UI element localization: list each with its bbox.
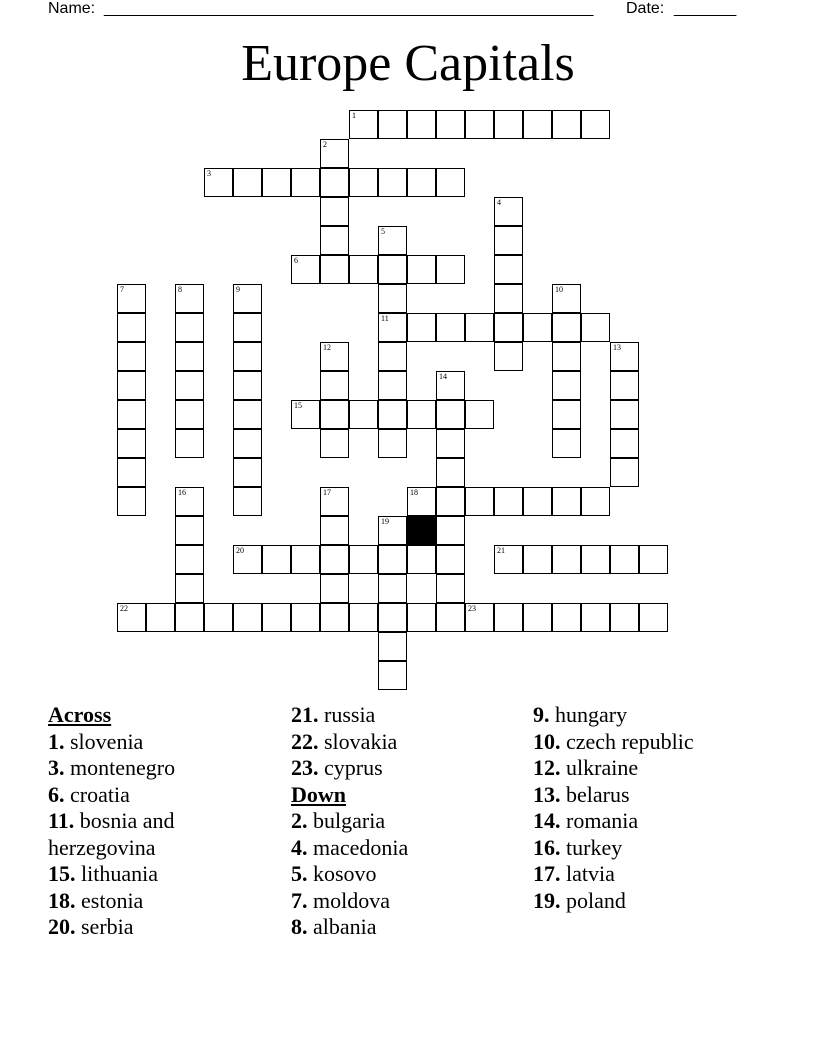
clue-text: bosnia and herzegovina <box>48 808 175 860</box>
grid-cell[interactable] <box>233 168 262 197</box>
name-line[interactable]: _______________________________________________________ <box>104 0 594 17</box>
clue-number-label: 6. <box>48 781 65 807</box>
grid-cell[interactable] <box>407 603 436 632</box>
grid-cell[interactable] <box>465 313 494 342</box>
grid-cell[interactable] <box>523 313 552 342</box>
grid-cell[interactable] <box>320 255 349 284</box>
clue-number: 12 <box>323 343 331 352</box>
clue-number-label: 18. <box>48 887 76 913</box>
clue-number-label: 8. <box>291 914 308 939</box>
clue-text: moldova <box>307 887 390 913</box>
clue-column-3 <box>533 702 793 914</box>
grid-cell[interactable] <box>436 574 465 603</box>
clue-text: croatia <box>64 781 130 807</box>
grid-cell[interactable] <box>262 603 291 632</box>
clue-number: 10 <box>555 285 563 294</box>
clue-item <box>291 835 521 862</box>
grid-cell[interactable] <box>610 342 639 371</box>
clue-item <box>533 782 793 809</box>
clue-text: ulkraine <box>560 755 639 780</box>
grid-cell[interactable] <box>465 400 494 429</box>
clue-item <box>533 702 793 729</box>
grid-cell[interactable] <box>581 110 610 139</box>
grid-cell[interactable] <box>117 342 146 371</box>
grid-cell[interactable] <box>552 342 581 371</box>
grid-cell[interactable] <box>117 284 146 313</box>
grid-cell[interactable] <box>436 110 465 139</box>
grid-cell[interactable] <box>407 400 436 429</box>
clue-text: belarus <box>560 781 630 807</box>
grid-cell[interactable] <box>494 313 523 342</box>
grid-cell[interactable] <box>378 110 407 139</box>
grid-cell[interactable] <box>610 545 639 574</box>
clue-number: 7 <box>120 285 124 294</box>
grid-cell[interactable] <box>494 226 523 255</box>
clue-number-label: 12. <box>533 755 561 780</box>
clue-item <box>48 914 278 941</box>
grid-cell[interactable] <box>407 110 436 139</box>
clue-item <box>291 729 521 756</box>
grid-cell[interactable] <box>378 632 407 661</box>
grid-cell[interactable] <box>291 603 320 632</box>
grid-cell[interactable] <box>291 400 320 429</box>
grid-cell[interactable] <box>407 168 436 197</box>
clue-number-label: 19. <box>533 887 561 913</box>
grid-cell[interactable] <box>349 400 378 429</box>
grid-cell[interactable] <box>407 545 436 574</box>
clue-number-label: 1. <box>48 728 65 754</box>
clue-number-label: 15. <box>48 861 76 886</box>
grid-cell[interactable] <box>494 255 523 284</box>
grid-cell[interactable] <box>320 516 349 545</box>
black-cell <box>407 516 436 545</box>
across-heading: Across <box>48 702 112 727</box>
clue-item <box>291 808 521 835</box>
grid-cell[interactable] <box>378 284 407 313</box>
clue-number-label: 11. <box>48 808 75 833</box>
grid-cell[interactable] <box>320 197 349 226</box>
grid-cell[interactable] <box>349 168 378 197</box>
grid-cell[interactable] <box>117 313 146 342</box>
clue-number: 3 <box>207 169 211 178</box>
grid-cell[interactable] <box>378 661 407 690</box>
clue-text: slovenia <box>64 728 144 754</box>
clue-number: 18 <box>410 488 418 497</box>
grid-cell[interactable] <box>378 574 407 603</box>
clue-number: 23 <box>468 604 476 613</box>
grid-cell[interactable] <box>581 545 610 574</box>
clue-number: 15 <box>294 401 302 410</box>
clue-text: romania <box>560 808 639 833</box>
grid-cell[interactable] <box>436 371 465 400</box>
clue-text: albania <box>307 914 377 939</box>
clue-number-label: 17. <box>533 861 561 886</box>
clue-item <box>48 782 278 809</box>
grid-cell[interactable] <box>494 545 523 574</box>
grid-cell[interactable] <box>349 110 378 139</box>
grid-cell[interactable] <box>436 516 465 545</box>
grid-cell[interactable] <box>494 487 523 516</box>
clue-item <box>48 729 278 756</box>
clue-number: 2 <box>323 140 327 149</box>
grid-cell[interactable] <box>552 603 581 632</box>
grid-cell[interactable] <box>552 110 581 139</box>
grid-cell[interactable] <box>320 168 349 197</box>
clue-number-label: 2. <box>291 808 308 833</box>
grid-cell[interactable] <box>117 371 146 400</box>
grid-cell[interactable] <box>552 400 581 429</box>
grid-cell[interactable] <box>233 400 262 429</box>
grid-cell[interactable] <box>320 574 349 603</box>
grid-cell[interactable] <box>378 400 407 429</box>
grid-cell[interactable] <box>494 603 523 632</box>
clue-number: 11 <box>381 314 389 323</box>
grid-cell[interactable] <box>436 168 465 197</box>
grid-cell[interactable] <box>378 342 407 371</box>
clue-number-label: 20. <box>48 914 76 939</box>
clue-item <box>48 861 278 888</box>
grid-cell[interactable] <box>233 342 262 371</box>
grid-cell[interactable] <box>233 371 262 400</box>
grid-cell[interactable] <box>407 487 436 516</box>
grid-cell[interactable] <box>175 487 204 516</box>
date-line[interactable]: _______ <box>674 0 737 17</box>
grid-cell[interactable] <box>117 400 146 429</box>
grid-cell[interactable] <box>494 110 523 139</box>
date-label: Date: <box>626 0 665 17</box>
grid-cell[interactable] <box>494 342 523 371</box>
grid-cell[interactable] <box>610 371 639 400</box>
grid-cell[interactable] <box>320 371 349 400</box>
clue-text: lithuania <box>75 861 158 886</box>
clue-item <box>533 808 793 835</box>
grid-cell[interactable] <box>320 342 349 371</box>
grid-cell[interactable] <box>552 284 581 313</box>
clue-text: montenegro <box>64 755 176 780</box>
clue-number: 6 <box>294 256 298 265</box>
clue-item <box>48 888 278 915</box>
grid-cell[interactable] <box>233 487 262 516</box>
clue-number: 20 <box>236 546 244 555</box>
grid-cell[interactable] <box>639 545 668 574</box>
grid-cell[interactable] <box>320 226 349 255</box>
grid-cell[interactable] <box>552 429 581 458</box>
clue-text: russia <box>318 702 376 727</box>
grid-cell[interactable] <box>117 487 146 516</box>
grid-cell[interactable] <box>117 603 146 632</box>
grid-cell[interactable] <box>494 284 523 313</box>
grid-cell[interactable] <box>233 603 262 632</box>
clue-item <box>291 702 521 729</box>
clue-column-2 <box>291 702 521 941</box>
name-label: Name: <box>48 0 96 17</box>
grid-cell[interactable] <box>378 429 407 458</box>
grid-cell[interactable] <box>175 400 204 429</box>
grid-cell[interactable] <box>436 545 465 574</box>
grid-cell[interactable] <box>610 603 639 632</box>
grid-cell[interactable] <box>349 545 378 574</box>
grid-cell[interactable] <box>175 545 204 574</box>
clue-number-label: 9. <box>533 702 550 727</box>
clue-text: czech republic <box>560 728 694 754</box>
clue-number-label: 14. <box>533 808 561 833</box>
grid-cell[interactable] <box>581 487 610 516</box>
clue-number-label: 16. <box>533 834 561 860</box>
clue-text: estonia <box>75 887 144 913</box>
clue-number-label: 7. <box>291 887 308 913</box>
grid-cell[interactable] <box>320 400 349 429</box>
clue-item <box>533 861 793 888</box>
grid-cell[interactable] <box>436 313 465 342</box>
clue-number: 1 <box>352 111 356 120</box>
clue-item <box>291 914 521 941</box>
grid-cell[interactable] <box>175 284 204 313</box>
clue-number: 9 <box>236 285 240 294</box>
grid-cell[interactable] <box>320 603 349 632</box>
grid-cell[interactable] <box>494 197 523 226</box>
grid-cell[interactable] <box>581 603 610 632</box>
grid-cell[interactable] <box>436 400 465 429</box>
clue-text: serbia <box>75 914 134 939</box>
grid-cell[interactable] <box>523 110 552 139</box>
grid-cell[interactable] <box>233 458 262 487</box>
grid-cell[interactable] <box>320 545 349 574</box>
clue-text: slovakia <box>318 728 398 754</box>
clue-number-label: 5. <box>291 861 308 886</box>
grid-cell[interactable] <box>291 255 320 284</box>
grid-cell[interactable] <box>175 603 204 632</box>
grid-cell[interactable] <box>175 429 204 458</box>
grid-cell[interactable] <box>610 400 639 429</box>
clue-number-label: 22. <box>291 728 319 754</box>
grid-cell[interactable] <box>233 429 262 458</box>
grid-cell[interactable] <box>175 574 204 603</box>
grid-cell[interactable] <box>436 487 465 516</box>
clue-text: latvia <box>560 861 615 886</box>
grid-cell[interactable] <box>523 545 552 574</box>
grid-cell[interactable] <box>552 371 581 400</box>
clue-number: 14 <box>439 372 447 381</box>
grid-cell[interactable] <box>378 226 407 255</box>
grid-cell[interactable] <box>581 313 610 342</box>
clue-item <box>48 808 278 861</box>
grid-cell[interactable] <box>465 487 494 516</box>
grid-cell[interactable] <box>117 458 146 487</box>
grid-cell[interactable] <box>349 255 378 284</box>
grid-cell[interactable] <box>378 313 407 342</box>
clue-item <box>291 755 521 782</box>
grid-cell[interactable] <box>552 313 581 342</box>
grid-cell[interactable] <box>117 429 146 458</box>
clue-number: 13 <box>613 343 621 352</box>
clue-text: bulgaria <box>307 808 386 833</box>
grid-cell[interactable] <box>378 371 407 400</box>
clue-number: 5 <box>381 227 385 236</box>
grid-cell[interactable] <box>552 545 581 574</box>
grid-cell[interactable] <box>436 255 465 284</box>
clue-text: turkey <box>560 834 623 860</box>
clue-number: 21 <box>497 546 505 555</box>
grid-cell[interactable] <box>175 342 204 371</box>
clue-item <box>48 755 278 782</box>
grid-cell[interactable] <box>465 110 494 139</box>
clue-number: 16 <box>178 488 186 497</box>
clue-number: 8 <box>178 285 182 294</box>
grid-cell[interactable] <box>233 284 262 313</box>
grid-cell[interactable] <box>320 487 349 516</box>
clue-number-label: 21. <box>291 702 319 727</box>
grid-cell[interactable] <box>639 603 668 632</box>
grid-cell[interactable] <box>523 487 552 516</box>
clue-item <box>533 755 793 782</box>
clue-text: macedonia <box>307 834 409 860</box>
grid-cell[interactable] <box>233 313 262 342</box>
clue-number: 19 <box>381 517 389 526</box>
grid-cell[interactable] <box>175 371 204 400</box>
grid-cell[interactable] <box>378 545 407 574</box>
clue-number: 4 <box>497 198 501 207</box>
grid-cell[interactable] <box>291 545 320 574</box>
clue-item <box>533 729 793 756</box>
grid-cell[interactable] <box>378 603 407 632</box>
clue-text: hungary <box>549 702 628 727</box>
grid-cell[interactable] <box>233 545 262 574</box>
grid-cell[interactable] <box>204 603 233 632</box>
grid-cell[interactable] <box>320 139 349 168</box>
grid-cell[interactable] <box>407 255 436 284</box>
grid-cell[interactable] <box>378 168 407 197</box>
clue-number: 17 <box>323 488 331 497</box>
grid-cell[interactable] <box>175 313 204 342</box>
clue-number-label: 4. <box>291 834 308 860</box>
grid-cell[interactable] <box>610 458 639 487</box>
grid-cell[interactable] <box>349 603 378 632</box>
clue-number-label: 3. <box>48 755 65 780</box>
grid-cell[interactable] <box>407 313 436 342</box>
grid-cell[interactable] <box>146 603 175 632</box>
grid-cell[interactable] <box>378 516 407 545</box>
grid-cell[interactable] <box>262 545 291 574</box>
grid-cell[interactable] <box>436 603 465 632</box>
grid-cell[interactable] <box>436 458 465 487</box>
clue-number: 22 <box>120 604 128 613</box>
grid-cell[interactable] <box>436 429 465 458</box>
grid-cell[interactable] <box>262 168 291 197</box>
grid-cell[interactable] <box>320 429 349 458</box>
clue-text: kosovo <box>307 861 377 886</box>
grid-cell[interactable] <box>465 603 494 632</box>
grid-cell[interactable] <box>523 603 552 632</box>
clue-item <box>533 888 793 915</box>
clue-number-label: 13. <box>533 781 561 807</box>
grid-cell[interactable] <box>610 429 639 458</box>
clue-text: poland <box>560 887 626 913</box>
clue-number-label: 23. <box>291 755 319 780</box>
clue-item <box>533 835 793 862</box>
grid-cell[interactable] <box>175 516 204 545</box>
page-title: Europe Capitals <box>241 35 575 92</box>
grid-cell[interactable] <box>378 255 407 284</box>
grid-cell[interactable] <box>204 168 233 197</box>
clue-number-label: 10. <box>533 728 561 754</box>
down-heading: Down <box>291 781 347 807</box>
clue-column-1 <box>48 702 278 941</box>
grid-cell[interactable] <box>291 168 320 197</box>
grid-cell[interactable] <box>552 487 581 516</box>
clue-text: cyprus <box>318 755 383 780</box>
clue-item <box>291 861 521 888</box>
clue-item <box>291 888 521 915</box>
